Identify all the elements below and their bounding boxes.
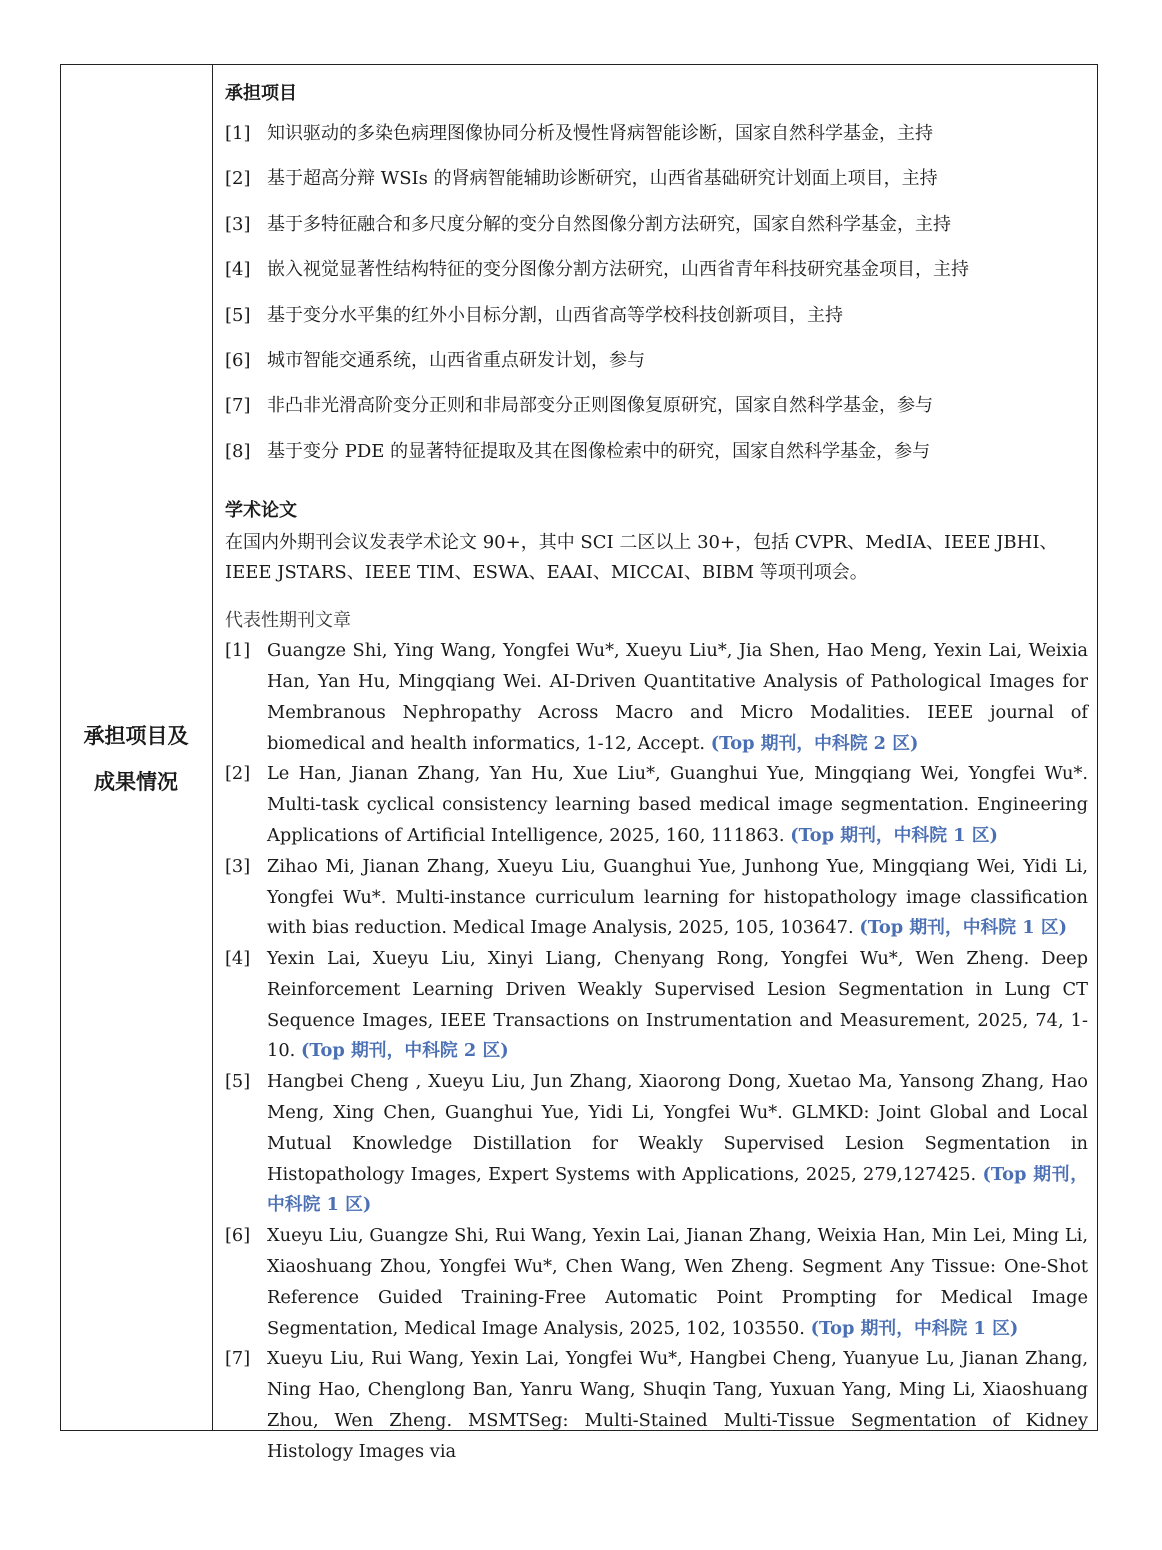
- projects-heading: 承担项目: [225, 83, 297, 104]
- content-cell: [225, 77, 1088, 1468]
- project-item: [8] 基于变分 PDE 的显著特征提取及其在图像检索中的研究，国家自然科学基金，参与: [225, 440, 931, 462]
- label-cell: [61, 65, 213, 1430]
- project-item: [6] 城市智能交通系统，山西省重点研发计划，参与: [225, 349, 645, 371]
- journal-rank-tag: (Top 期刊，中科院 1 区): [267, 1163, 1088, 1216]
- document-table: [60, 64, 1098, 1462]
- project-item: [4] 嵌入视觉显著性结构特征的变分图像分割方法研究，山西省青年科技研究基金项目，主持: [225, 259, 969, 281]
- papers-heading: 学术论文: [225, 500, 297, 522]
- project-item: [7] 非凸非光滑高阶变分正则和非局部变分正则图像复原研究，国家自然科学基金，参与: [225, 395, 933, 417]
- journal-rank-tag: (Top 期刊，中科院 1 区): [790, 824, 998, 846]
- journal-rank-tag: (Top 期刊，中科院 2 区): [710, 732, 919, 754]
- paper-item: [3] Zihao Mi, Jianan Zhang, Xueyu Liu, Guanghui Yue, Junhong Yue, Mingqiang Wei, Yidi Li, Yongfei Wu*. Multi-instance curriculum learning for histopathology image classification with bias reduction. Medical Image Analysis, 2025, 105, 103647. (Top 期刊，中科院 1 区): [225, 855, 1088, 939]
- paper-item: [1] Guangze Shi, Ying Wang, Yongfei Wu*, Xueyu Liu*, Jia Shen, Hao Meng, Yexin Lai, Weixia Han, Yan Hu, Mingqiang Wei. AI-Driven Quantitative Analysis of Pathological Images for Membranous Nephropathy Across Macro and Micro Modalities. IEEE journal of biomedical and health informatics, 1-12, Accept. (Top 期刊，中科院 2 区): [225, 640, 1088, 754]
- paper-item: [7] Xueyu Liu, Rui Wang, Yexin Lai, Yongfei Wu*, Hangbei Cheng, Yuanyue Lu, Jianan Zhang, Ning Hao, Chenglong Ban, Yanru Wang, Shuqin Tang, Yuxuan Yang, Ming Li, Xiaoshuang Zhou, Wen Zheng. MSMTSeg: Multi-Stained Multi-Tissue Segmentation of Kidney Histology Images via: [225, 1348, 1088, 1462]
- project-item: [3] 基于多特征融合和多尺度分解的变分自然图像分割方法研究，国家自然科学基金，主持: [225, 213, 951, 235]
- project-item: [2] 基于超高分辩 WSIs 的肾病智能辅助诊断研究，山西省基础研究计划面上项目，主持: [225, 168, 938, 190]
- journal-rank-tag: (Top 期刊，中科院 2 区): [300, 1040, 509, 1062]
- project-item: [1] 知识驱动的多染色病理图像协同分析及慢性肾病智能诊断，国家自然科学基金，主持: [225, 123, 933, 144]
- project-item: [5] 基于变分水平集的红外小目标分割，山西省高等学校科技创新项目，主持: [225, 304, 843, 326]
- paper-item: [4] Yexin Lai, Xueyu Liu, Xinyi Liang, Chenyang Rong, Yongfei Wu*, Wen Zheng. Deep Reinforcement Learning Driven Weakly Supervised Lesion Segmentation in Lung CT Sequence Images, IEEE Transactions on Instrumentation and Measurement, 2025, 74, 1-10. (Top 期刊，中科院 2 区): [225, 948, 1088, 1062]
- paper-item: [5] Hangbei Cheng , Xueyu Liu, Jun Zhang, Xiaorong Dong, Xuetao Ma, Yansong Zhang, Hao Meng, Xing Chen, Guanghui Yue, Yidi Li, Yongfei Wu*. GLMKD: Joint Global and Local Mutual Knowledge Distillation for Weakly Supervised Lesion Segmentation in Histopathology Images, Expert Systems with Applications, 2025, 279,127425. (Top 期刊，中科院 1 区): [225, 1071, 1088, 1216]
- papers-intro: 在国内外期刊会议发表学术论文 90+，其中 SCI 二区以上 30+，包括 CVPR、MedIA、IEEE JBHI、IEEE JSTARS、IEEE TIM、ESWA、EAAI、MICCAI、BIBM 等项刊项会。: [225, 532, 1058, 584]
- projects-list: [225, 111, 1088, 474]
- row-label: [61, 713, 211, 805]
- representative-papers-subheading: 代表性期刊文章: [225, 610, 351, 632]
- journal-rank-tag: (Top 期刊，中科院 1 区): [810, 1317, 1019, 1339]
- journal-rank-tag: (Top 期刊，中科院 1 区): [859, 917, 1068, 939]
- row-label-line-2: 成果情况: [94, 770, 178, 794]
- row-label-line-1: 承担项目及: [83, 724, 189, 748]
- paper-item: [2] Le Han, Jianan Zhang, Yan Hu, Xue Liu*, Guanghui Yue, Mingqiang Wei, Yongfei Wu*. Multi-task cyclical consistency learning based medical image segmentation. Engineering Applications of Artificial Intelligence, 2025, 160, 111863. (Top 期刊，中科院 1 区): [225, 763, 1088, 846]
- papers-list: [225, 636, 1088, 1468]
- paper-item: [6] Xueyu Liu, Guangze Shi, Rui Wang, Yexin Lai, Jianan Zhang, Weixia Han, Min Lei, Ming Li, Xiaoshuang Zhou, Yongfei Wu*, Chen Wang, Wen Zheng. Segment Any Tissue: One-Shot Reference Guided Training-Free Automatic Point Prompting for Medical Image Segmentation, Medical Image Analysis, 2025, 102, 103550. (Top 期刊，中科院 1 区): [225, 1225, 1088, 1339]
